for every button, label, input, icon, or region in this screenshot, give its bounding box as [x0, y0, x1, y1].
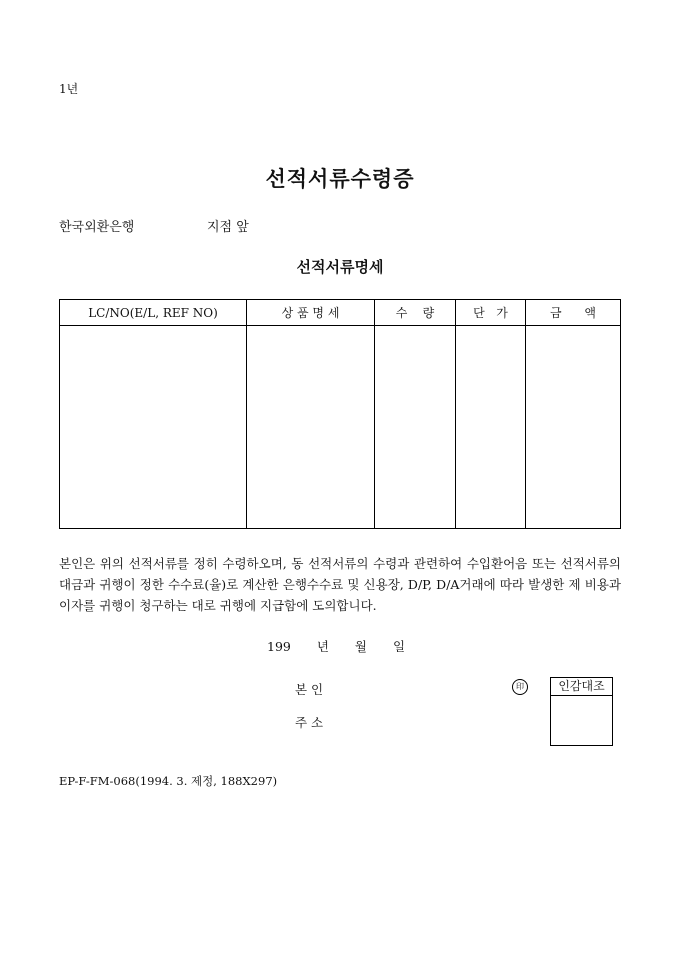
- column-header-description: 상 품 명 세: [247, 300, 375, 326]
- cell-description[interactable]: [247, 326, 375, 529]
- column-header-amount: 금 액: [526, 300, 621, 326]
- page-label: 1년: [59, 82, 79, 96]
- date-day-unit: 일: [392, 639, 406, 654]
- details-subtitle: 선적서류명세: [296, 258, 384, 276]
- date-year: 199: [267, 639, 291, 654]
- column-header-unit-price: 단 가: [456, 300, 526, 326]
- cell-unit-price[interactable]: [456, 326, 526, 529]
- seal-verification-label: 인감대조: [551, 678, 612, 696]
- cell-amount[interactable]: [526, 326, 621, 529]
- signatory-label: 본 인: [295, 682, 324, 697]
- date-month-unit: 월: [354, 639, 367, 654]
- column-header-lc-no: LC/NO(E/L, REF NO): [60, 300, 247, 326]
- form-code: EP-F-FM-068(1994. 3. 제정, 188Ⅹ297): [59, 774, 278, 788]
- date-year-unit: 년: [316, 639, 329, 654]
- cell-quantity[interactable]: [375, 326, 456, 529]
- table-header-row: [60, 300, 621, 326]
- cell-lc-no[interactable]: [60, 326, 247, 529]
- document-title: 선적서류수령증: [265, 166, 415, 191]
- seal-verification-box: [550, 677, 613, 746]
- address-label: 주 소: [295, 715, 324, 730]
- agreement-text: 본인은 위의 선적서류를 정히 수령하오며, 동 선적서류의 수령과 관련하여 수입환어음 또는 선적서류의 대금과 귀행이 정한 수수료(율)로 계산한 은행수수료 및 신용장, D/P, D/A거래에 따라 발생한 제 비용과 이자를 귀행이 청구하는 대로 귀행에 지급함에 도의합니다.: [59, 556, 621, 613]
- date-line: [267, 637, 405, 655]
- table-row: [60, 326, 621, 529]
- seal-icon: 印: [512, 679, 528, 695]
- column-header-quantity: 수 량: [375, 300, 456, 326]
- bank-name: 한국외환은행: [59, 220, 135, 235]
- shipping-documents-table: [59, 299, 621, 529]
- branch-label: 지점 앞: [207, 220, 249, 235]
